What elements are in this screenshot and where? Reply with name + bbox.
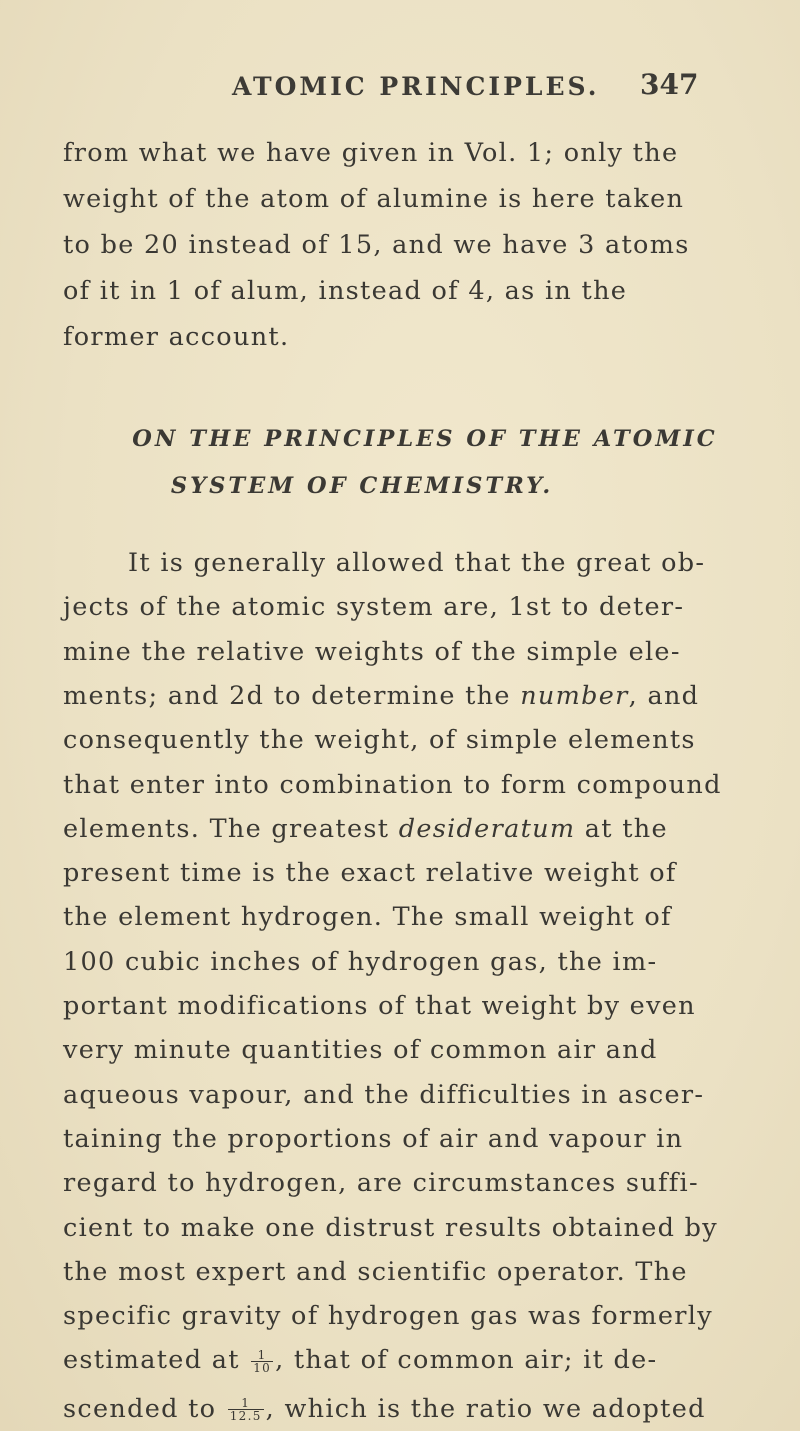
section-heading-line-1: ON THE PRINCIPLES OF THE ATOMIC [132,426,718,452]
page-number: 347 [640,68,699,101]
text-line [63,1392,793,1426]
text-line: regard to hydrogen, are circumstances suffi- [63,1168,699,1199]
text-line: It is generally allowed that the great ob- [128,548,706,578]
italic-word: desideratum [398,813,576,844]
text-line: cient to make one distrust results obtained by [63,1212,719,1243]
text-line: mine the relative weights of the simple ele- [63,636,681,667]
text-segment: , that of common air; it de- [275,1345,658,1376]
text-line: very minute quantities of common air and [63,1035,658,1066]
text-segment: elements. The greatest [63,813,399,844]
running-title: ATOMIC PRINCIPLES. [232,72,600,101]
italic-word: number [520,680,629,711]
text-line: the most expert and scientific operator. The [63,1256,688,1287]
text-segment: scended to [63,1393,226,1424]
running-head [0,68,800,112]
text-line: consequently the weight, of simple elements [63,725,696,756]
text-line: the element hydrogen. The small weight of [63,902,672,933]
text-line: from what we have given in Vol. 1; only the [63,138,679,168]
text-line: portant modifications of that weight by even [63,991,696,1021]
fraction [228,1397,264,1422]
text-line: former account. [63,322,290,352]
text-segment: estimated at [63,1345,250,1376]
text-line: of it in 1 of alum, instead of 4, as in the [63,276,628,306]
text-line: aqueous vapour, and the difficulties in ascer- [63,1079,705,1110]
text-segment: ments; and 2d to determine the [63,680,521,711]
text-segment: , and [628,680,700,711]
text-line: jects of the atomic system are, 1st to deter- [63,592,685,623]
text-line: to be 20 instead of 15, and we have 3 atoms [63,230,690,260]
fraction-numerator: 1 [251,1349,273,1362]
text-line [63,812,793,846]
text-segment: at the [575,813,668,844]
text-line: weight of the atom of alumine is here taken [63,184,685,214]
text-line: that enter into combination to form compound [63,769,722,800]
text-line [63,1343,793,1377]
text-line: specific gravity of hydrogen gas was formerly [63,1301,713,1332]
text-line: 100 cubic inches of hydrogen gas, the im- [63,946,658,977]
text-line [63,679,793,713]
fraction-denominator: 12.5 [229,1409,262,1424]
fraction-denominator: 10 [253,1360,272,1375]
fraction-numerator: 1 [228,1397,264,1410]
text-line: taining the proportions of air and vapour in [63,1123,684,1154]
text-segment: , which is the ratio we adopted [265,1393,706,1424]
fraction [251,1349,273,1374]
section-heading-line-2: SYSTEM OF CHEMISTRY. [170,473,554,499]
text-line: present time is the exact relative weight of [63,858,677,889]
